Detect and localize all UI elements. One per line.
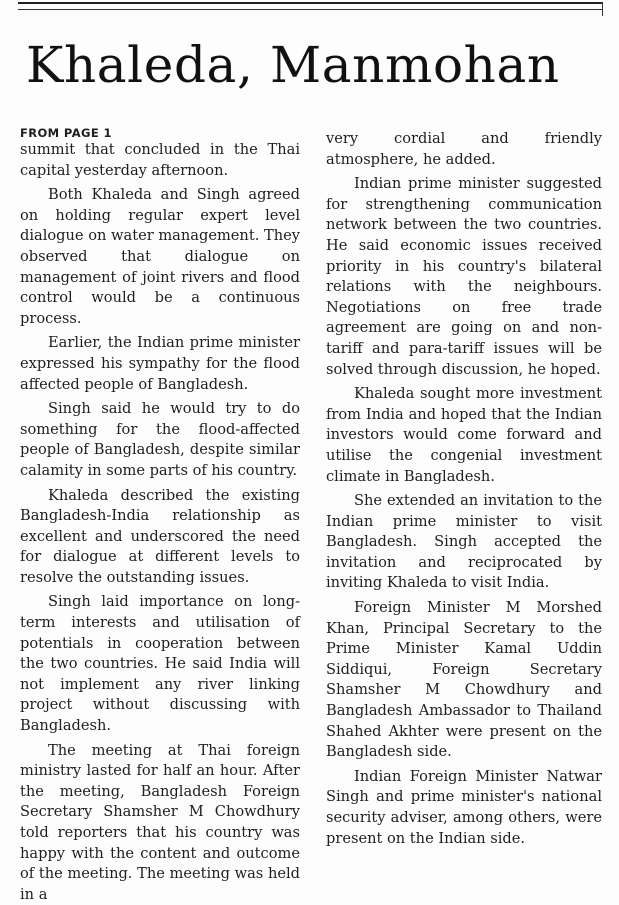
headline: Khaleda, Manmohan bbox=[26, 36, 560, 94]
paragraph: Singh said he would try to do something for the flood-affected people of Bangladesh, despite similar calamity in some parts of his country. bbox=[20, 400, 300, 479]
paragraph: Khaleda sought more investment from India and hoped that the Indian investors would come forward and utilise the congenial investment climate in Bangladesh. bbox=[326, 385, 602, 485]
paragraph: summit that concluded in the Thai capital yesterday afternoon. bbox=[20, 141, 300, 179]
paragraph: Khaleda described the existing Bangladesh-India relationship as excellent and underscored the need for dialogue at different levels to resolve the outstanding issues. bbox=[20, 486, 300, 586]
paragraph: She extended an invitation to the Indian prime minister to visit Bangladesh. Singh accepted the invitation and reciprocated by inviting Khaleda to visit India. bbox=[326, 492, 602, 592]
paragraph: Foreign Minister M Morshed Khan, Principal Secretary to the Prime Minister Kamal Uddin Siddiqui, Foreign Secretary Shamsher M Chowdhury and Bangladesh Ambassador to Thailand Shahed Akhter were present on the Bangladesh side. bbox=[326, 599, 602, 761]
paragraph: Singh laid importance on long-term interests and utilisation of potentials in cooperation between the two countries. He said India will not implement any river linking project without discussing with Bangladesh. bbox=[20, 593, 300, 735]
left-column bbox=[20, 126, 300, 903]
right-column bbox=[326, 129, 602, 856]
paragraph: Earlier, the Indian prime minister expressed his sympathy for the flood affected people of Bangladesh. bbox=[20, 334, 300, 393]
top-rule-thin bbox=[18, 9, 603, 10]
continuation-label: FROM PAGE 1 bbox=[20, 126, 112, 140]
paragraph: Indian prime minister suggested for strengthening communication network between the two countries. He said economic issues received priority in his country's bilateral relations with the neighbours. Negotiations on free trade agreement are going on and non-tariff and para-tariff issues will be solved through discussion, he hoped. bbox=[326, 175, 602, 378]
top-rule bbox=[18, 2, 603, 4]
paragraph: Both Khaleda and Singh agreed on holding regular expert level dialogue on water management. They observed that dialogue on management of joint rivers and flood control would be a continuous process. bbox=[20, 186, 300, 327]
paragraph: The meeting at Thai foreign ministry lasted for half an hour. After the meeting, Bangladesh Foreign Secretary Shamsher M Chowdhury told reporters that his country was happy with the content and outcome of the meeting. The meeting was held in a bbox=[20, 741, 300, 903]
paragraph: Indian Foreign Minister Natwar Singh and prime minister's national security adviser, among others, were present on the Indian side. bbox=[326, 767, 602, 847]
paragraph: very cordial and friendly atmosphere, he added. bbox=[326, 130, 602, 168]
corner-rule bbox=[602, 2, 603, 16]
